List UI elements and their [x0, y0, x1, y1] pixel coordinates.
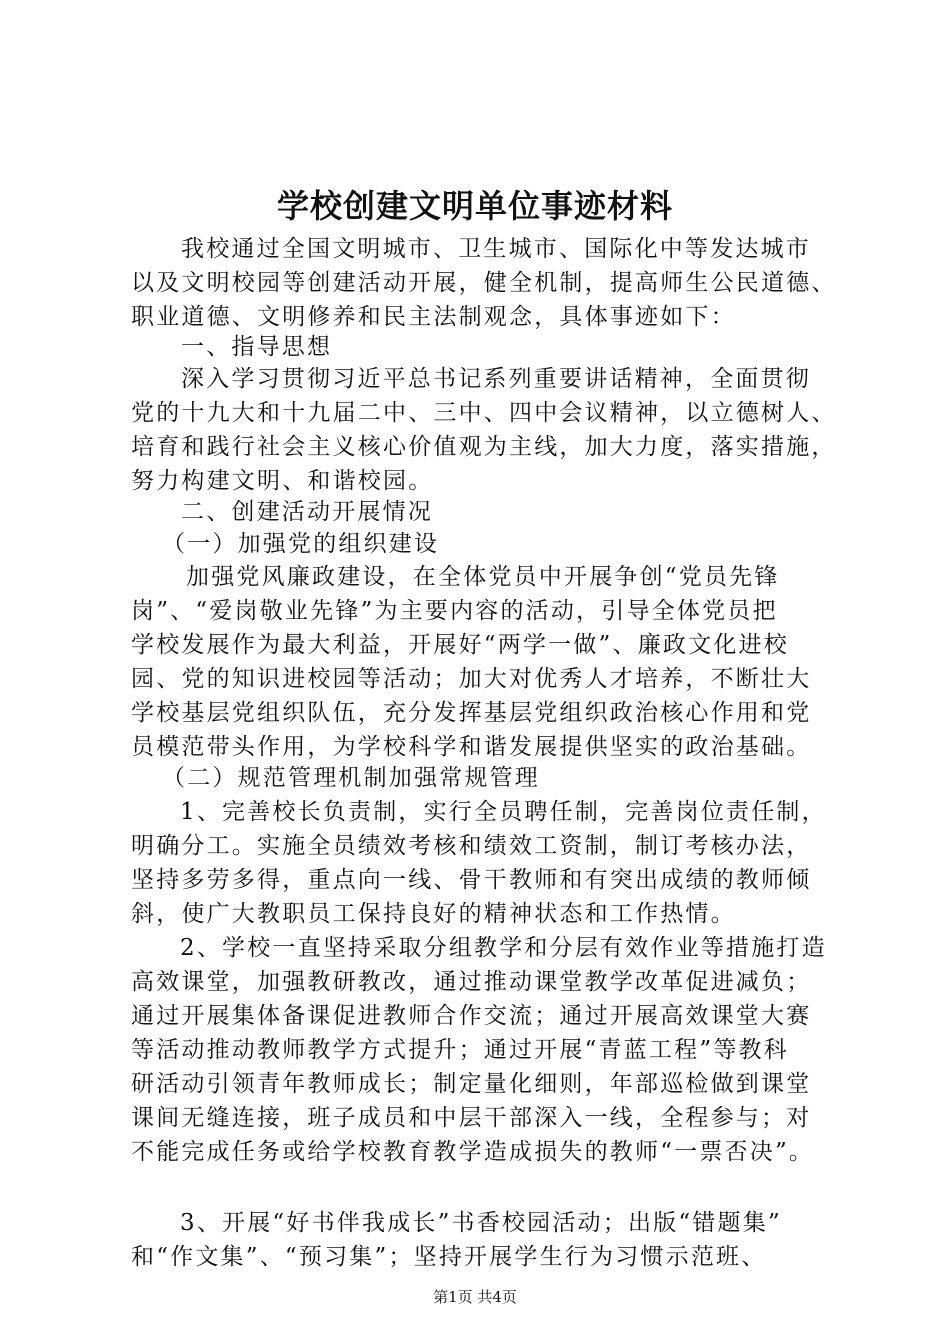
text-line: 和“作文集”、“预习集”；坚持开展学生行为习惯示范班、 [131, 1244, 767, 1270]
text-line: 3、开展“好书伴我成长”书香校园活动；出版“错题集” [180, 1210, 782, 1236]
text-line: 努力构建文明、和谐校园。 [131, 468, 434, 494]
text-line: 通过开展集体备课促进教师合作交流；通过开展高效课堂大赛 [131, 1003, 812, 1029]
text-line: 园、党的知识进校园等活动；加大对优秀人才培养，不断壮大 [131, 666, 812, 692]
text-line: 课间无缝连接，班子成员和中层干部深入一线，全程参与；对 [131, 1105, 812, 1131]
document-title: 学校创建文明单位事迹材料 [276, 187, 673, 225]
text-line: 我校通过全国文明城市、卫生城市、国际化中等发达城市 [181, 236, 811, 262]
text-line: 1、完善校长负责制，实行全员聘任制，完善岗位责任制， [180, 799, 827, 825]
text-line: 党的十九大和十九届二中、三中、四中会议精神，以立德树人、 [131, 400, 837, 426]
page-number: 第1页 共4页 [433, 1288, 517, 1306]
text-line: 斜，使广大教职员工保持良好的精神状态和工作热情。 [131, 901, 736, 927]
text-line: 岗”、“爱岗敬业先锋”为主要内容的活动，引导全体党员把 [131, 598, 778, 624]
section-heading: 一、指导思想 [181, 334, 333, 360]
subsection-heading: （一）加强党的组织建设 [162, 531, 440, 557]
text-line: 学校基层党组织队伍，充分发挥基层党组织政治核心作用和党 [131, 700, 812, 726]
text-line: 以及文明校园等创建活动开展，健全机制，提高师生公民道德、 [131, 270, 837, 296]
text-line: 等活动推动教师教学方式提升；通过开展“青蓝工程”等教科 [131, 1037, 789, 1063]
text-line: 明确分工。实施全员绩效考核和绩效工资制，制订考核办法， [131, 833, 812, 859]
text-line: 2、学校一直坚持采取分组教学和分层有效作业等措施打造 [180, 935, 827, 961]
text-line: 培育和践行社会主义核心价值观为主线，加大力度，落实措施， [131, 434, 837, 460]
subsection-heading: （二）规范管理机制加强常规管理 [162, 765, 540, 791]
text-line: 员模范带头作用，为学校科学和谐发展提供坚实的政治基础。 [131, 734, 812, 760]
text-line: 职业道德、文明修养和民主法制观念，具体事迹如下： [131, 304, 736, 330]
text-line: 研活动引领青年教师成长；制定量化细则，年部巡检做到课堂 [131, 1071, 812, 1097]
text-line: 坚持多劳多得，重点向一线、骨干教师和有突出成绩的教师倾 [131, 867, 812, 893]
section-heading: 二、创建活动开展情况 [181, 499, 433, 525]
text-line: 高效课堂，加强教研教改，通过推动课堂教学改革促进减负； [131, 969, 812, 995]
text-line: 深入学习贯彻习近平总书记系列重要讲话精神，全面贯彻 [181, 366, 811, 392]
text-line: 不能完成任务或给学校教育教学造成损失的教师“一票否决”。 [131, 1139, 815, 1165]
text-line: 加强党风廉政建设，在全体党员中开展争创“党员先锋 [186, 564, 780, 590]
text-line: 学校发展作为最大利益，开展好“两学一做”、廉政文化进校 [131, 632, 789, 658]
